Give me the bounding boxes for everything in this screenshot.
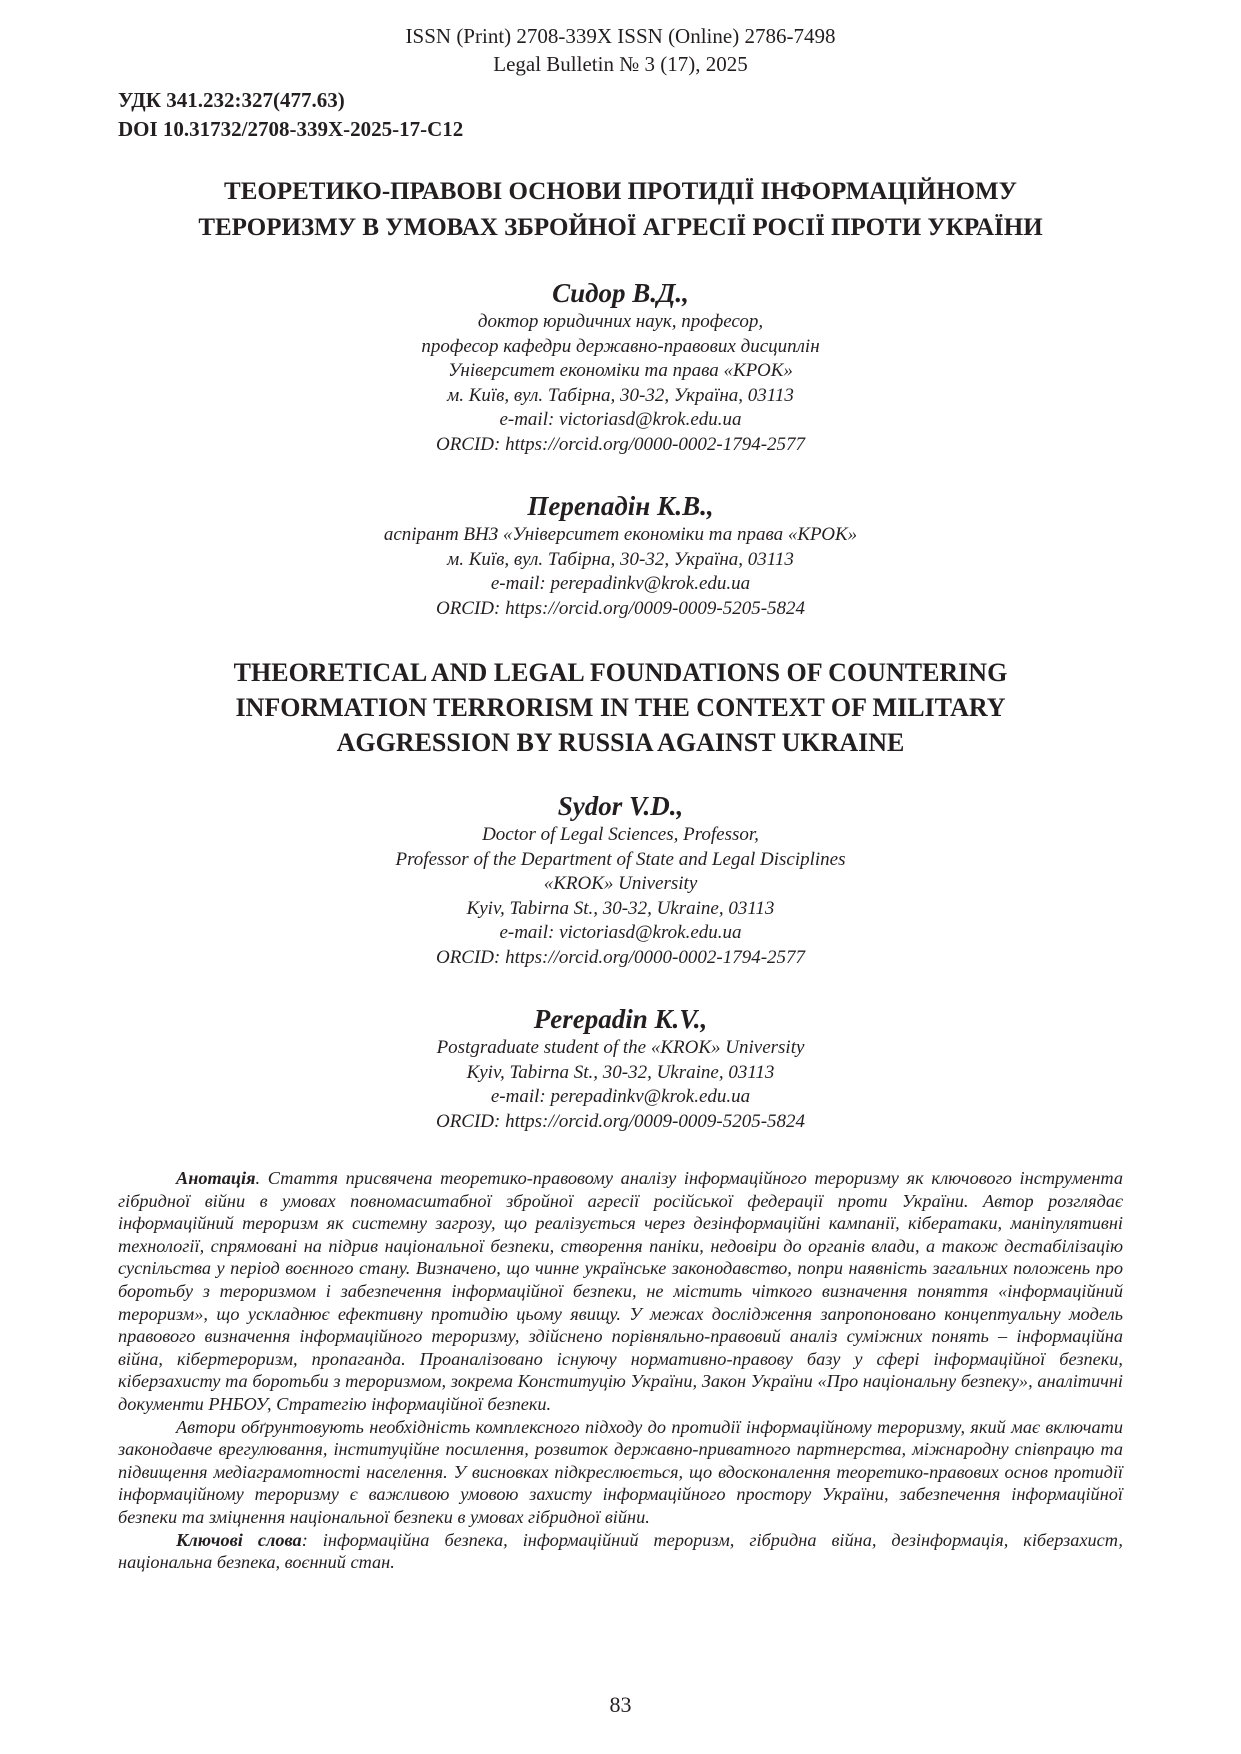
title-ua-line: ТЕОРЕТИКО-ПРАВОВІ ОСНОВИ ПРОТИДІЇ ІНФОРМАЦІЙНОМУ — [224, 178, 1017, 205]
author-position: Professor of the Department of State and Legal Disciplines — [395, 848, 846, 870]
journal-header — [0, 22, 1241, 78]
article-codes — [118, 86, 463, 144]
bulletin-line: Legal Bulletin № 3 (17), 2025 — [493, 52, 748, 76]
author-email: e-mail: victoriasd@krok.edu.ua — [499, 922, 742, 943]
author-email: e-mail: perepadinkv@krok.edu.ua — [490, 573, 751, 594]
title-en-line: AGGRESSION BY RUSSIA AGAINST UKRAINE — [336, 728, 905, 757]
author-address: Kyiv, Tabirna St., 30-32, Ukraine, 03113 — [466, 897, 775, 919]
abstract-paragraph — [118, 1416, 1123, 1529]
title-en-line: INFORMATION TERRORISM IN THE CONTEXT OF MILITARY — [235, 693, 1006, 722]
udc-code: УДК 341.232:327(477.63) — [118, 88, 345, 112]
issn-line: ISSN (Print) 2708-339X ISSN (Online) 2786-7498 — [405, 24, 836, 48]
author-name: Сидор В.Д., — [552, 278, 689, 308]
author-position: професор кафедри державно-правових дисциплін — [421, 335, 820, 357]
author-email: e-mail: perepadinkv@krok.edu.ua — [490, 1086, 751, 1107]
author-address: Kyiv, Tabirna St., 30-32, Ukraine, 03113 — [466, 1061, 775, 1083]
article-title-ua — [90, 174, 1151, 246]
author-name: Перепадін К.В., — [527, 491, 714, 521]
author-name: Perepadin K.V., — [533, 1004, 708, 1034]
author-affiliation: Університет економіки та права «КРОК» — [448, 360, 793, 381]
title-ua-line: ТЕРОРИЗМУ В УМОВАХ ЗБРОЙНОЇ АГРЕСІЇ РОСІЇ ПРОТИ УКРАЇНИ — [198, 214, 1043, 241]
abstract-paragraph — [118, 1167, 1123, 1416]
doi-code: DOI 10.31732/2708-339X-2025-17-C12 — [118, 117, 464, 141]
author-address: м. Київ, вул. Табірна, 30-32, Україна, 03113 — [447, 548, 794, 570]
author-orcid: ORCID: https://orcid.org/0009-0009-5205-5824 — [435, 597, 806, 619]
keywords-text: : інформаційна безпека, інформаційний тероризм, гібридна війна, дезінформація, кіберзахист, національна безпека, воєнний стан. — [118, 1529, 1123, 1573]
abstract-text: . Стаття присвячена теоретико-правовому аналізу інформаційного тероризму як ключового інструмента гібридної війни в умовах повномасштабної збройної агресії російської федерації проти України. Автор розглядає інформаційний тероризм як системну загрозу, що реалізується через дезінформаційні кампанії, кібератаки, маніпулятивні технології, спрямовані на підрив національної безпеки, створення паніки, недовіри до органів влади, а також дестабілізацію суспільства у період воєнного стану. Визначено, що чинне українське законодавство, попри наявність загальних положень про боротьбу з тероризмом і забезпечення інформаційної безпеки, не містить чіткого визначення поняття «інформаційний тероризм», що ускладнює ефективну протидію цьому явищу. У межах дослідження запропоновано концептуальну модель правового визначення інформаційного тероризму, здійснено порівняльно-правовий аналіз суміжних понять – інформаційна війна, кібертероризм, пропаганда. Проаналізовано існуючу нормативно-правову базу у сфері інформаційної безпеки, кіберзахисту та боротьби з тероризмом, зокрема Конституцію України, Закон України «Про національну безпеку», аналітичні документи РНБОУ, Стратегію інформаційної безпеки. — [118, 1168, 1123, 1414]
author-block-en-1 — [0, 789, 1241, 970]
title-en-line: THEORETICAL AND LEGAL FOUNDATIONS OF COUNTERING — [233, 658, 1008, 687]
author-block-ua-1 — [0, 276, 1241, 457]
abstract-label: Анотація — [176, 1168, 256, 1188]
article-title-en — [90, 655, 1151, 760]
author-orcid: ORCID: https://orcid.org/0009-0009-5205-5824 — [435, 1110, 806, 1132]
author-block-en-2 — [0, 1002, 1241, 1134]
author-degree: доктор юридичних наук, професор, — [477, 311, 764, 332]
author-block-ua-2 — [0, 489, 1241, 621]
keywords-label: Ключові слова — [176, 1529, 302, 1550]
abstract-text: Автори обґрунтовують необхідність комплексного підходу до протидії інформаційному тероризму, який має включати законодавче врегулювання, інституційне посилення, розвиток державно-приватного партнерства, міжнародну співпрацю та підвищення медіаграмотності населення. У висновках підкреслюється, що вдосконалення теоретико-правових основ протидії інформаційному тероризму є важливою умовою захисту інформаційного простору України, забезпечення інформаційної безпеки та зміцнення національної безпеки в умовах гібридної війни. — [118, 1416, 1123, 1527]
author-name: Sydor V.D., — [557, 791, 684, 821]
author-position: Postgraduate student of the «KROK» University — [436, 1037, 805, 1058]
author-email: e-mail: victoriasd@krok.edu.ua — [499, 409, 742, 430]
author-degree: Doctor of Legal Sciences, Professor, — [482, 824, 759, 845]
author-address: м. Київ, вул. Табірна, 30-32, Україна, 03113 — [447, 384, 794, 406]
author-position: аспірант ВНЗ «Університет економіки та права «КРОК» — [383, 524, 858, 545]
author-affiliation: «KROK» University — [543, 873, 698, 894]
page-number: 83 — [609, 1692, 632, 1717]
abstract — [118, 1167, 1123, 1574]
keywords-paragraph — [118, 1529, 1123, 1574]
author-orcid: ORCID: https://orcid.org/0000-0002-1794-2577 — [435, 433, 806, 455]
author-orcid: ORCID: https://orcid.org/0000-0002-1794-2577 — [435, 946, 806, 968]
